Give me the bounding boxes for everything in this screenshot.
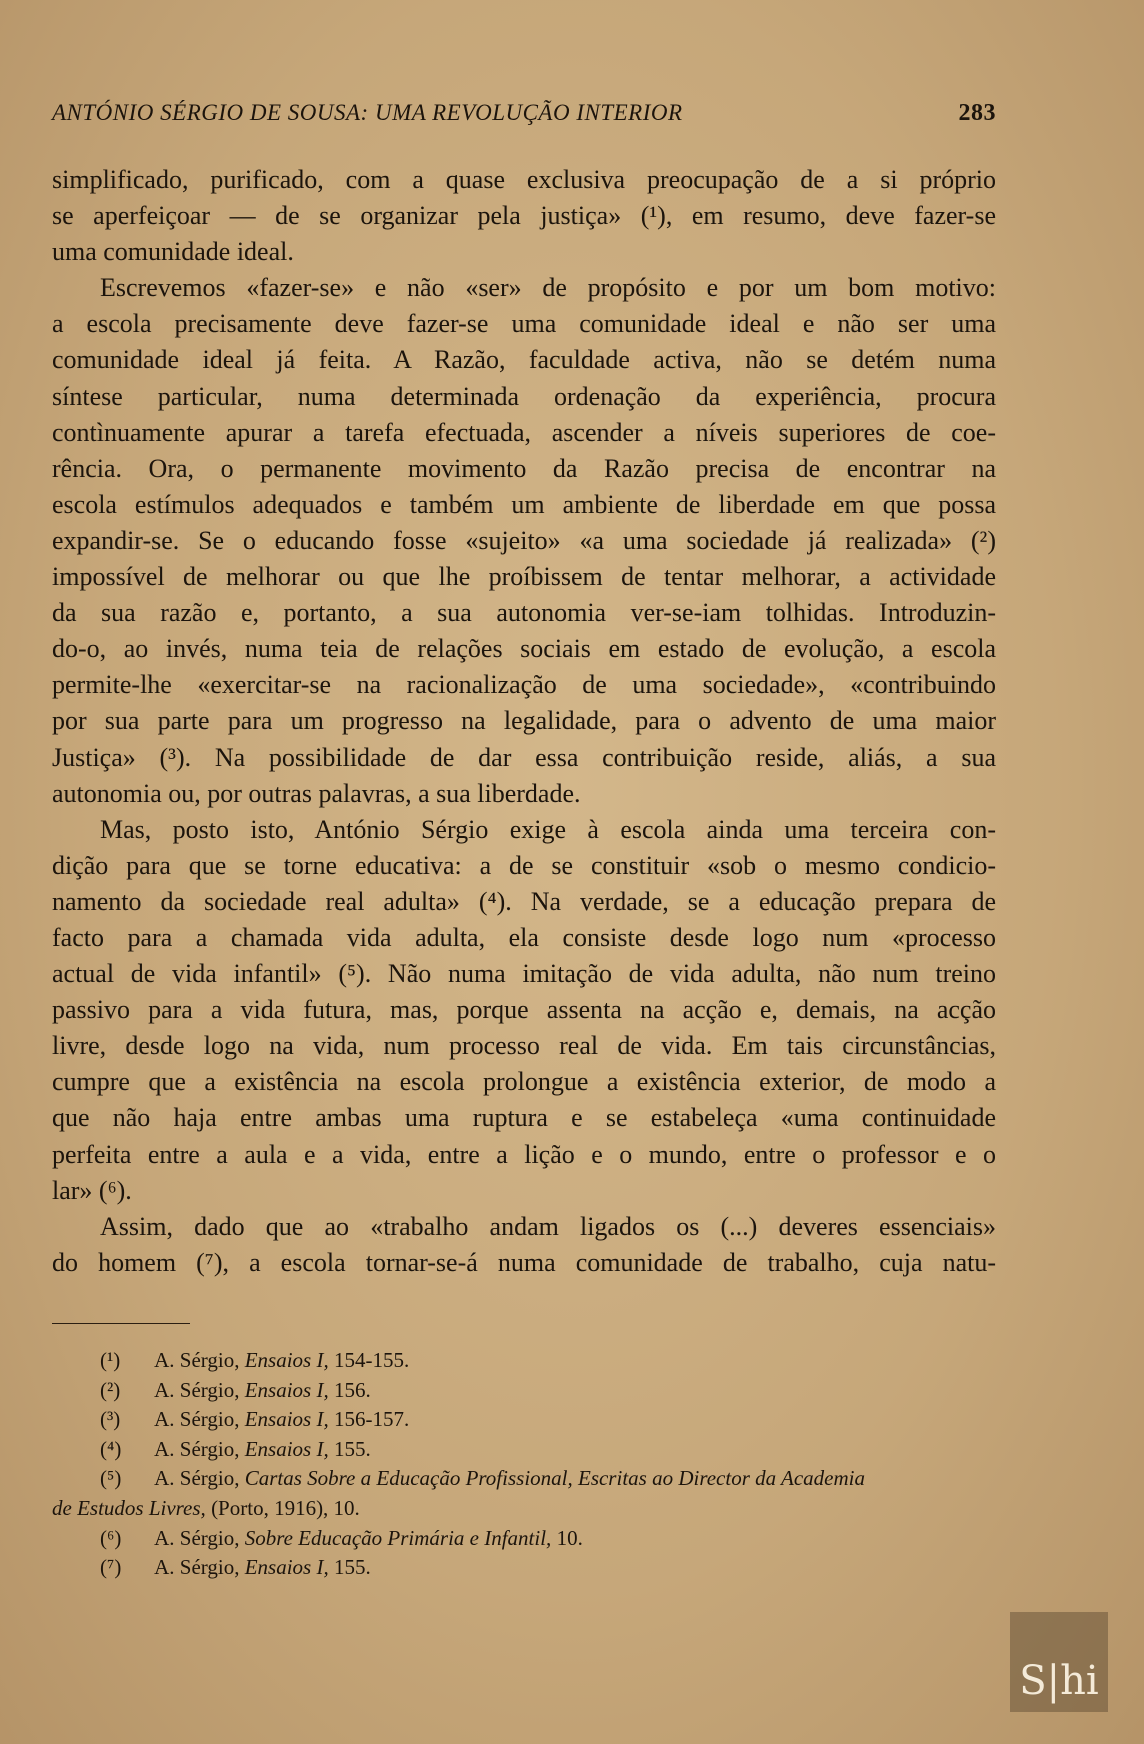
footnote-7: (⁷) A. Sérgio, Ensaios I, 155.: [100, 1555, 371, 1580]
footnotes: [52, 1346, 996, 1583]
body-line: Escrevemos «fazer-se» e não «ser» de propósito e por um bom motivo:: [100, 273, 996, 303]
body-line: permite-lhe «exercitar-se na racionalização de uma sociedade», «contribuindo: [52, 670, 996, 700]
running-header: [52, 100, 996, 136]
footnote-1: (¹) A. Sérgio, Ensaios I, 154-155.: [100, 1348, 410, 1372]
body-line: da sua razão e, portanto, a sua autonomia ver-se-iam tolhidas. Introduzin-: [52, 598, 996, 628]
body-line: namento da sociedade real adulta» (⁴). Na verdade, se a educação prepara de: [52, 886, 996, 916]
footnote-3: (³) A. Sérgio, Ensaios I, 156-157.: [100, 1407, 410, 1432]
body-line: do-o, ao invés, numa teia de relações sociais em estado de evolução, a escola: [52, 634, 996, 664]
body-line: uma comunidade ideal.: [52, 237, 294, 267]
body-line: passivo para a vida futura, mas, porque assenta na acção e, demais, na acção: [52, 995, 996, 1025]
body-line: dição para que se torne educativa: a de se constituir «sob o mesmo condicio-: [52, 850, 996, 880]
footnote-6: (⁶) A. Sérgio, Sobre Educação Primária e Infantil, 10.: [100, 1525, 583, 1550]
body-line: actual de vida infantil» (⁵). Não numa imitação de vida adulta, não num treino: [52, 959, 996, 989]
library-logo: S|hi: [1010, 1612, 1108, 1712]
body-line: escola estímulos adequados e também um ambiente de liberdade em que possa: [52, 489, 996, 519]
body-line: cumpre que a existência na escola prolongue a existência exterior, de modo a: [52, 1067, 996, 1097]
body-line: síntese particular, numa determinada ordenação da experiência, procura: [52, 381, 996, 411]
body-line: do homem (⁷), a escola tornar-se-á numa comunidade de trabalho, cuja natu-: [52, 1247, 996, 1277]
footnote-5-continuation: de Estudos Livres, (Porto, 1916), 10.: [52, 1495, 360, 1520]
footnote-5: (⁵) A. Sérgio, Cartas Sobre a Educação Profissional, Escritas ao Director da Academia: [100, 1466, 865, 1491]
body-line: Assim, dado que ao «trabalho andam ligados os (...) deveres essenciais»: [100, 1211, 996, 1241]
body-line: comunidade ideal já feita. A Razão, faculdade activa, não se detém numa: [52, 345, 996, 375]
footnote-2: (²) A. Sérgio, Ensaios I, 156.: [100, 1377, 371, 1402]
page-number: 283: [958, 100, 996, 126]
body-line: se aperfeiçoar — de se organizar pela justiça» (¹), em resumo, deve fazer-se: [52, 201, 996, 231]
running-title: ANTÓNIO SÉRGIO DE SOUSA: UMA REVOLUÇÃO INTERIOR: [52, 100, 683, 125]
body-line: livre, desde logo na vida, num processo real de vida. Em tais circunstâncias,: [52, 1031, 996, 1061]
body-line: expandir-se. Se o educando fosse «sujeito» «a uma sociedade já realizada» (²): [52, 525, 996, 555]
footnote-4: (⁴) A. Sérgio, Ensaios I, 155.: [100, 1436, 371, 1461]
body-line: a escola precisamente deve fazer-se uma comunidade ideal e não ser uma: [52, 309, 996, 339]
footnote-rule: [52, 1323, 190, 1324]
body-line: Mas, posto isto, António Sérgio exige à escola ainda uma terceira con-: [100, 814, 996, 844]
body-line: por sua parte para um progresso na legalidade, para o advento de uma maior: [52, 706, 996, 736]
body-line: rência. Ora, o permanente movimento da Razão precisa de encontrar na: [52, 453, 996, 483]
body-line: lar» (⁶).: [52, 1175, 132, 1205]
body-line: impossível de melhorar ou que lhe proíbissem de tentar melhorar, a actividade: [52, 562, 996, 592]
body-line: que não haja entre ambas uma ruptura e se estabeleça «uma continuidade: [52, 1103, 996, 1133]
body-line: simplificado, purificado, com a quase exclusiva preocupação de a si próprio: [52, 165, 996, 194]
body-text: [52, 162, 996, 1281]
body-line: perfeita entre a aula e a vida, entre a lição e o mundo, entre o professor e o: [52, 1139, 996, 1169]
body-line: facto para a chamada vida adulta, ela consiste desde logo num «processo: [52, 922, 996, 952]
body-line: Justiça» (³). Na possibilidade de dar essa contribuição reside, aliás, a sua: [52, 742, 996, 772]
body-line: contìnuamente apurar a tarefa efectuada, ascender a níveis superiores de coe-: [52, 417, 996, 447]
body-line: autonomia ou, por outras palavras, a sua liberdade.: [52, 778, 581, 808]
